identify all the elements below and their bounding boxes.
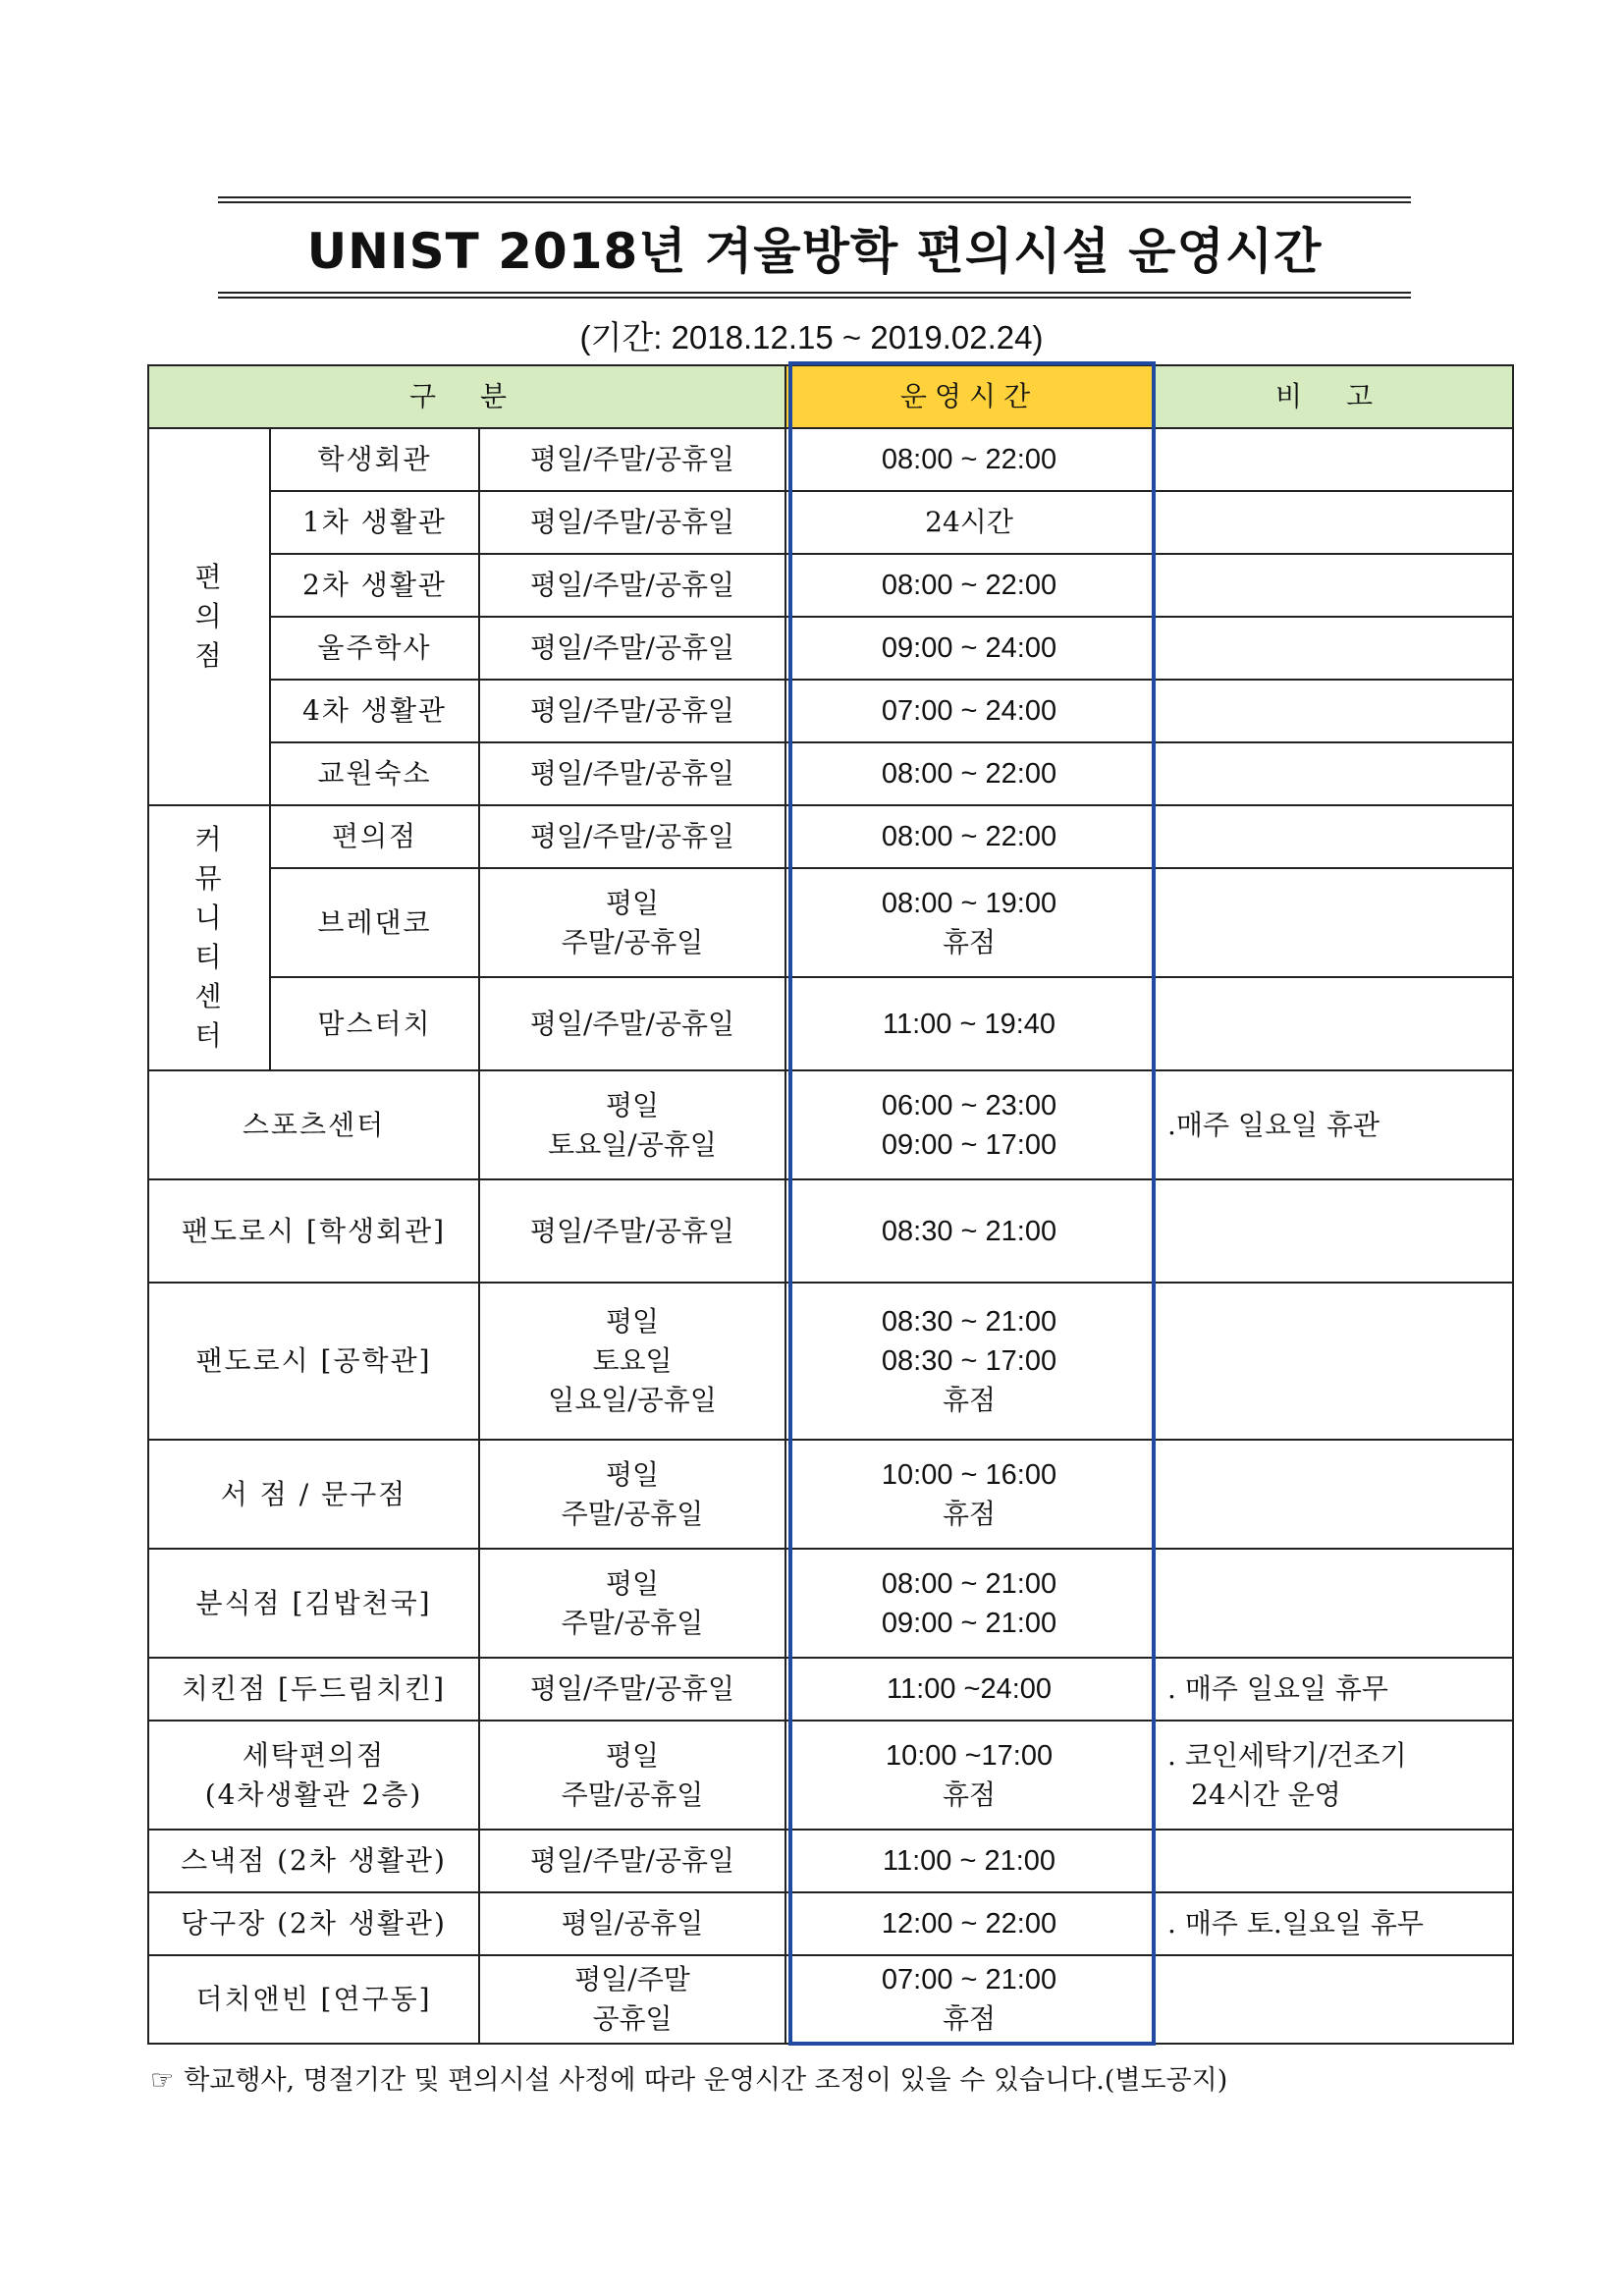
- table-row: [148, 1658, 1513, 1721]
- hours-cell: [785, 805, 1153, 868]
- days-cell: [479, 491, 785, 554]
- days-cell: [479, 1549, 785, 1658]
- place-cell: 학생회관: [270, 428, 479, 491]
- hours-cell-line: 08:30 ~ 21:00: [881, 1306, 1057, 1338]
- table-row: [148, 428, 1513, 491]
- hours-cell-line: 12:00 ~ 22:00: [881, 1908, 1057, 1940]
- days-cell-line: 평일: [605, 886, 660, 919]
- table-row: [148, 1721, 1513, 1830]
- hours-cell-line: 08:00 ~ 22:00: [881, 758, 1057, 790]
- hours-cell-line: 09:00 ~ 24:00: [881, 632, 1057, 664]
- days-cell-line: 평일/주말/공휴일: [529, 506, 735, 538]
- place-cell: 스낵점 (2차 생활관): [148, 1830, 479, 1892]
- hand-pointer-icon: ☞: [150, 2065, 175, 2096]
- table-row: [148, 1830, 1513, 1892]
- note-cell: [1153, 428, 1513, 491]
- days-cell: [479, 680, 785, 742]
- days-cell-line: 평일/주말/공휴일: [529, 443, 735, 475]
- days-cell: [479, 1721, 785, 1830]
- note-cell: [1153, 1955, 1513, 2044]
- header-category: 구 분: [148, 365, 785, 428]
- title-box: [218, 196, 1411, 299]
- days-cell: [479, 868, 785, 977]
- hours-cell-line: 11:00 ~ 19:40: [883, 1008, 1056, 1040]
- days-cell: [479, 1283, 785, 1440]
- days-cell-line: 평일/공휴일: [561, 1907, 704, 1940]
- place-cell: 세탁편의점 (4차생활관 2층): [148, 1721, 479, 1830]
- hours-cell: [785, 1830, 1153, 1892]
- table-row: [148, 554, 1513, 617]
- days-cell-line: 토요일/공휴일: [548, 1127, 717, 1161]
- note-cell: [1153, 491, 1513, 554]
- group-community: [148, 805, 270, 1070]
- table-row: [148, 868, 1513, 977]
- hours-cell: [785, 1549, 1153, 1658]
- header-hours: 운영시간: [785, 365, 1153, 428]
- hours-cell-line: 08:00 ~ 22:00: [881, 444, 1057, 475]
- table-row: [148, 491, 1513, 554]
- note-cell: [1153, 1721, 1513, 1830]
- hours-cell-line: 08:00 ~ 19:00: [881, 887, 1057, 919]
- hours-cell: [785, 491, 1153, 554]
- note-cell: [1153, 1658, 1513, 1721]
- days-cell: [479, 1179, 785, 1283]
- days-cell-line: 평일/주말/공휴일: [529, 631, 735, 664]
- days-cell-line: 평일/주말/공휴일: [529, 820, 735, 852]
- table-body: [148, 428, 1513, 2044]
- footnote: [150, 2058, 1227, 2097]
- table-row: [148, 742, 1513, 805]
- hours-cell: [785, 1440, 1153, 1549]
- table-row: [148, 1179, 1513, 1283]
- note-cell: [1153, 868, 1513, 977]
- hours-cell: [785, 1179, 1153, 1283]
- table-row: [148, 1955, 1513, 2044]
- hours-cell-line: 휴점: [942, 1384, 997, 1416]
- hours-cell-line: 10:00 ~ 16:00: [881, 1458, 1057, 1491]
- days-cell-line: 평일: [605, 1457, 660, 1491]
- note-cell: [1153, 1549, 1513, 1658]
- days-cell: [479, 977, 785, 1070]
- hours-cell: [785, 977, 1153, 1070]
- days-cell: [479, 1830, 785, 1892]
- days-cell: [479, 742, 785, 805]
- table-row: [148, 1549, 1513, 1658]
- days-cell-line: 평일/주말/공휴일: [529, 1007, 735, 1040]
- note-cell-line: . 매주 일요일 휴무: [1167, 1672, 1388, 1705]
- group-community-label: 커뮤니티센터: [194, 823, 224, 1052]
- hours-cell-line: 10:00 ~17:00: [885, 1739, 1054, 1772]
- hours-cell: [785, 1283, 1153, 1440]
- note-cell-line: 24시간 운영: [1191, 1777, 1341, 1811]
- days-cell-line: 평일/주말/공휴일: [529, 569, 735, 601]
- header-note: 비 고: [1153, 365, 1513, 428]
- days-cell-line: 평일: [605, 1305, 660, 1338]
- days-cell: [479, 805, 785, 868]
- hours-cell-line: 08:00 ~ 22:00: [881, 570, 1057, 601]
- days-cell-line: 주말/공휴일: [561, 1777, 704, 1811]
- hours-cell: [785, 742, 1153, 805]
- note-cell: [1153, 680, 1513, 742]
- note-cell: [1153, 617, 1513, 680]
- hours-cell: [785, 554, 1153, 617]
- note-cell: [1153, 805, 1513, 868]
- place-cell: 치킨점 [두드림치킨]: [148, 1658, 479, 1721]
- note-cell: [1153, 1070, 1513, 1179]
- hours-cell-line: 휴점: [942, 1497, 997, 1530]
- days-cell-line: 주말/공휴일: [561, 925, 704, 958]
- table-row: [148, 1070, 1513, 1179]
- table-row: [148, 1892, 1513, 1955]
- days-cell-line: 평일: [605, 1738, 660, 1772]
- table-row: [148, 1283, 1513, 1440]
- days-cell-line: 평일/주말/공휴일: [529, 1214, 735, 1247]
- place-cell: 맘스터치: [270, 977, 479, 1070]
- days-cell: [479, 1658, 785, 1721]
- place-cell: 편의점: [270, 805, 479, 868]
- hours-cell-line: 06:00 ~ 23:00: [881, 1089, 1057, 1121]
- hours-cell: [785, 428, 1153, 491]
- days-cell: [479, 1892, 785, 1955]
- place-cell: 당구장 (2차 생활관): [148, 1892, 479, 1955]
- days-cell-line: 평일: [605, 1566, 660, 1600]
- hours-cell-line: 11:00 ~24:00: [887, 1673, 1053, 1705]
- note-cell-line: . 코인세탁기/건조기: [1167, 1738, 1407, 1772]
- table-row: [148, 805, 1513, 868]
- hours-cell-line: 24시간: [925, 506, 1013, 538]
- place-cell: 울주학사: [270, 617, 479, 680]
- place-cell: 브레댄코: [270, 868, 479, 977]
- page-title: UNIST 2018년 겨울방학 편의시설 운영시간: [306, 223, 1323, 280]
- period-text: (기간: 2018.12.15 ~ 2019.02.24): [579, 319, 1044, 355]
- days-cell-line: 평일: [605, 1088, 660, 1121]
- footnote-text: 학교행사, 명절기간 및 편의시설 사정에 따라 운영시간 조정이 있을 수 있습니다.(별도공지): [184, 2065, 1228, 2096]
- hours-cell: [785, 1070, 1153, 1179]
- note-cell: [1153, 742, 1513, 805]
- table-row: [148, 680, 1513, 742]
- hours-cell-line: 09:00 ~ 21:00: [881, 1607, 1057, 1639]
- hours-cell: [785, 617, 1153, 680]
- note-cell: [1153, 1892, 1513, 1955]
- note-cell-line: .매주 일요일 휴관: [1167, 1108, 1380, 1141]
- place-cell: 더치앤빈 [연구동]: [148, 1955, 479, 2044]
- place-cell: 스포츠센터: [148, 1070, 479, 1179]
- group-convenience-label: 편의점: [194, 561, 224, 672]
- days-cell-line: 일요일/공휴일: [548, 1384, 717, 1416]
- days-cell: [479, 1070, 785, 1179]
- hours-cell-line: 08:00 ~ 21:00: [881, 1567, 1057, 1600]
- hours-cell-line: 07:00 ~ 21:00: [881, 1964, 1057, 1995]
- hours-cell-line: 07:00 ~ 24:00: [881, 695, 1057, 727]
- days-cell-line: 평일/주말/공휴일: [529, 757, 735, 790]
- hours-cell: [785, 868, 1153, 977]
- hours-cell-line: 휴점: [942, 2002, 997, 2035]
- hours-cell-line: 휴점: [942, 925, 997, 958]
- place-cell: 4차 생활관: [270, 680, 479, 742]
- days-cell-line: 평일/주말/공휴일: [529, 1672, 735, 1705]
- note-cell: [1153, 1179, 1513, 1283]
- hours-cell-line: 휴점: [942, 1777, 997, 1811]
- hours-cell-line: 09:00 ~ 17:00: [881, 1128, 1057, 1161]
- note-cell: [1153, 1283, 1513, 1440]
- hours-cell-line: 08:30 ~ 17:00: [881, 1345, 1057, 1377]
- table-row: [148, 1440, 1513, 1549]
- place-cell: 분식점 [김밥천국]: [148, 1549, 479, 1658]
- group-convenience: [148, 428, 270, 805]
- days-cell: [479, 617, 785, 680]
- hours-cell-line: 08:00 ~ 22:00: [881, 821, 1057, 852]
- hours-table: [147, 364, 1514, 2045]
- place-cell: 팬도로시 [공학관]: [148, 1283, 479, 1440]
- place-cell: 1차 생활관: [270, 491, 479, 554]
- place-cell: 팬도로시 [학생회관]: [148, 1179, 479, 1283]
- days-cell: [479, 428, 785, 491]
- days-cell-line: 평일/주말: [574, 1963, 690, 1995]
- hours-cell: [785, 1658, 1153, 1721]
- days-cell: [479, 1440, 785, 1549]
- days-cell-line: 공휴일: [592, 2002, 673, 2035]
- place-cell: 교원숙소: [270, 742, 479, 805]
- place-cell: 서 점 / 문구점: [148, 1440, 479, 1549]
- note-cell-line: . 매주 토.일요일 휴무: [1167, 1907, 1424, 1940]
- hours-cell: [785, 1721, 1153, 1830]
- note-cell: [1153, 977, 1513, 1070]
- note-cell: [1153, 1440, 1513, 1549]
- table-row: [148, 977, 1513, 1070]
- table-header-row: [148, 365, 1513, 428]
- days-cell-line: 평일/주말/공휴일: [529, 694, 735, 727]
- table-row: [148, 617, 1513, 680]
- hours-cell: [785, 680, 1153, 742]
- hours-cell-line: 08:30 ~ 21:00: [881, 1215, 1057, 1247]
- days-cell: [479, 554, 785, 617]
- hours-cell-line: 11:00 ~ 21:00: [883, 1845, 1056, 1877]
- days-cell: [479, 1955, 785, 2044]
- note-cell: [1153, 1830, 1513, 1892]
- days-cell-line: 토요일: [592, 1344, 673, 1377]
- days-cell-line: 주말/공휴일: [561, 1497, 704, 1530]
- hours-cell: [785, 1955, 1153, 2044]
- place-cell: 2차 생활관: [270, 554, 479, 617]
- days-cell-line: 평일/주말/공휴일: [529, 1844, 735, 1877]
- hours-cell: [785, 1892, 1153, 1955]
- note-cell: [1153, 554, 1513, 617]
- days-cell-line: 주말/공휴일: [561, 1606, 704, 1639]
